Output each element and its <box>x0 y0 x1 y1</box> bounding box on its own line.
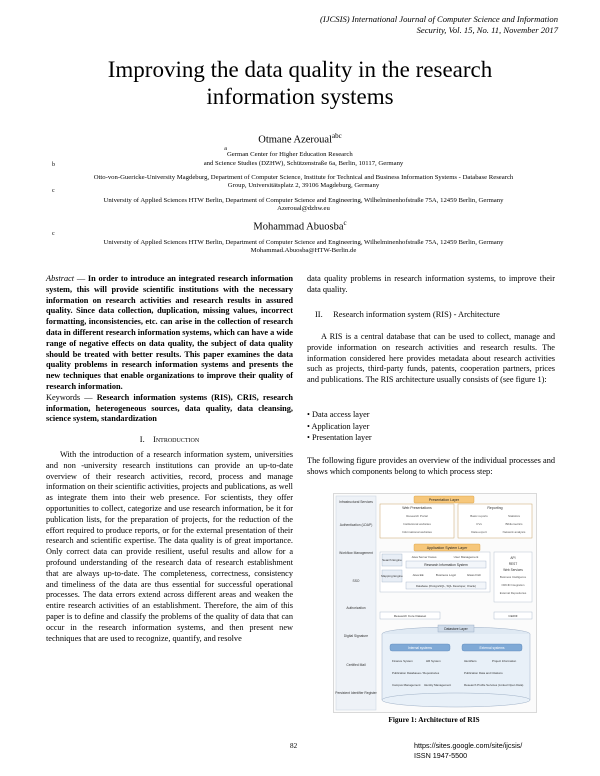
journal-header <box>218 14 558 36</box>
glass-fish-label: Glass Fish <box>466 573 482 577</box>
author-2: Mohammad Abuosba$^c$ <box>253 219 347 233</box>
journal-name: (IJCSIS) International Journal of Computer Science and Information <box>320 14 558 24</box>
list-item: • Presentation layer <box>307 433 372 442</box>
infra-label-6: Certified Mail <box>346 663 366 667</box>
affiliation-a: $^a$German Center for Higher Education Research and Science Studies (DZHW), Schützenstraße 6a, Berlin, 10117, Germany <box>203 146 404 167</box>
section-1-heading: I. Introduction <box>139 435 200 444</box>
application-layer-label: Application System Layer <box>426 546 468 551</box>
api-label: API <box>510 556 516 560</box>
affiliation-c: $^c$ University of Applied Sciences HTW Berlin, Department of Computer Science and Engineering, Wilhelminenhofstraße 75A, 12459 Berlin, Germany Azeroual@dzhw.eu <box>52 188 504 213</box>
mapping-engine-label: Mapping Engine <box>381 574 403 578</box>
external-systems-label: External systems <box>479 646 505 650</box>
journal-volume: Security, Vol. 15, No. 11, November 2017 <box>416 25 558 35</box>
infra-label-7: Persistent Identifier Register <box>335 691 377 695</box>
report-item-2: Data export <box>471 530 487 534</box>
ris-architecture-figure <box>333 493 537 713</box>
internal-item-2: Publication Databases / Repositories <box>392 671 440 675</box>
keywords-label: Keywords — <box>46 392 97 402</box>
web-item-2: Informational websites <box>402 530 432 534</box>
datastore-label: Datastore Layer <box>444 627 468 631</box>
keywords-text: Research information systems (RIS), CRIS, research information, heterogeneous sources, data quality, data cleansing, science system, standardization <box>46 392 293 424</box>
report-item-5: Network analysis <box>502 530 526 534</box>
abstract-block: Abstract — In order to introduce an integrated research information system, this will provide scientific institutions with the necessary information on research activities and research results in assured quality. Since data collection, duplication, missing values, incorrect formatting, inconsistencies, etc. can arise in the collection of research data in different research information systems, which can have a wide range of negative effects on data quality, the subject of data quality should be treated with better results. This paper examines the data quality problems in research information systems and presents the new techniques that enable organizations to improve their quality of research information. Keywords — Research information systems (RIS), CRIS, research information, heterogeneous sources, data quality, data cleansing, science system, standardization <box>46 274 293 424</box>
page-number: 82 <box>290 742 298 750</box>
affiliation-c2: $^c$ University of Applied Sciences HTW Berlin, Department of Computer Science and Engineering, Wilhelminenhofstraße 75A, 12459 Berlin, Germany Mohammad.Abuosba@HTW-Berlin.de <box>52 231 504 255</box>
internal-item-1: HR System <box>426 659 441 663</box>
rest-label: REST <box>508 562 518 566</box>
list-item: • Data access layer <box>307 410 370 419</box>
external-item-0: Identifiers <box>464 659 477 663</box>
section-2-para-1: A RIS is a central database that can be used to collect, manage and provide information on research activities and research results. The information considered here provides metadata about research activities such as projects, third-party funds, patents, cooperation partners, prices and publications. The RIS architecture usually consists of (see figure 1): <box>307 332 555 385</box>
web-item-1: Institutional websites <box>403 522 431 526</box>
section-2-heading: II. Research information system (RIS) - Architecture <box>315 310 500 319</box>
report-item-1: CVs <box>476 522 482 526</box>
web-svc-item-0: Business Intelligence <box>499 575 527 579</box>
user-mgmt-label: User Management <box>453 555 479 559</box>
web-svc-item-2: External Repositories <box>499 591 527 595</box>
core-dataset-label: Research Core Dataset <box>393 614 427 618</box>
report-item-0: Basic reports <box>470 514 488 518</box>
presentation-layer-label: Presentation Layer <box>428 498 460 503</box>
section-2-para-2: The following figure provides an overview of the individual processes and shows which components belong to which process step: <box>307 456 555 476</box>
java-server-label: Java Server Faces <box>411 555 437 559</box>
footer-links <box>414 741 564 761</box>
external-item-2: Publication Data and Citations <box>464 671 503 675</box>
web-presentations-label: Web Presentations <box>402 506 432 510</box>
external-item-1: Project Information <box>492 659 517 663</box>
web-item-0: Research Portal <box>406 514 428 518</box>
figure-caption: Figure 1: Architecture of RIS <box>388 715 480 724</box>
issn: ISSN 1947-5500 <box>414 751 468 760</box>
reporting-label: Reporting <box>487 506 503 510</box>
business-logic-label: Business Logic <box>435 573 457 577</box>
affiliation-b: $^b$ Otto-von-Guericke-University Magdeburg, Department of Computer Science, Institute for Technical and Business Information Systems - Database Research Group, Universitätsplatz 2, 39106 Magdeburg, Germany <box>52 162 514 190</box>
author-1: Otmane Azeroual$^{abc}$ <box>258 132 342 146</box>
ris-core-label: Research Information System <box>424 563 468 567</box>
infra-label-1: Authentication (LDAP) <box>339 523 373 527</box>
right-column-continuation: data quality problems in research information systems, to improve their data quality. <box>307 274 555 294</box>
infra-label-3: SSO <box>352 579 360 583</box>
journal-url[interactable]: https://sites.google.com/site/ijcsis/ <box>414 741 523 750</box>
infra-label-4: Authorization <box>346 606 366 610</box>
internal-item-3: Campus Management <box>392 683 421 687</box>
abstract-label: Abstract <box>46 274 75 283</box>
report-item-4: Bibliometrics <box>505 522 523 526</box>
web-services-label: Web Services <box>503 568 523 572</box>
java-ee-label: Java EE <box>412 573 424 577</box>
internal-item-4: Identity Management <box>424 683 451 687</box>
report-item-3: Statistics <box>507 514 521 518</box>
abstract-text: In order to introduce an integrated research information system, this will provide scientific institutions with the necessary information on research activities and research results in assured quality. Since data collection, duplication, missing values, incorrect formatting, inconsistencies, etc. can arise in the collection of research data in different research information systems, which can have a wide range of negative effects on data quality, the subject of data quality should be treated with better results. This paper examines the data quality problems in research information systems and presents the new techniques that enable organizations to improve their quality of research information. <box>46 274 293 391</box>
infra-label-5: Digital Signature <box>343 634 369 638</box>
web-svc-item-1: ORCID Integration <box>501 583 525 587</box>
list-item: • Application layer <box>307 421 370 431</box>
section-1-body: With the introduction of a research information system, universities and non -university research institutions can provide an up-to-date overview of their research activities, record, process and manage information on their scientific activities, projects and publications, as well as integrate them into their web presence. For scientists, they offer opportunities to collect, categorize and use research information, be it for publication lists, for the preparation of projects, for the reduction of the effort required to produce reports, or for the external presentation of their research and scientific expertise. The data quality is of great importance. Only correct data can provide resilient, useful results and allow for a profound understanding of the research data of research establishment that are always up-to-date. The completeness, correctness, consistency and timeliness of the data are thus essential for successful operational processes. The data errors extend across different areas and weaken the entire research activities of an establishment. Therefore, the aim of this paper is to define and classify the problems of the quality of data that can occur in the research information systems, and then present new techniques that are used to recognize, quantify, and resolve <box>46 450 293 643</box>
internal-item-0: Finance System <box>392 659 413 663</box>
database-strip-label: Database (PostgreSQL, SQL Developer, Oracle) <box>415 584 477 588</box>
search-engine-label: Search Engine <box>382 558 402 562</box>
datastore-bottom <box>382 693 530 707</box>
infra-label-2: Workflow Management <box>339 551 373 555</box>
layer-list <box>307 409 555 444</box>
paper-title: Improving the data quality in the research information systems <box>107 57 493 109</box>
internal-systems-label: Internal systems <box>407 646 433 650</box>
external-item-3: Research Profile Services (Linked Open Data) <box>464 683 524 687</box>
infrastructure-column <box>336 496 376 710</box>
cerif-label: CERIF <box>508 614 518 618</box>
infra-label-0: Infrastructural Services <box>339 500 373 504</box>
